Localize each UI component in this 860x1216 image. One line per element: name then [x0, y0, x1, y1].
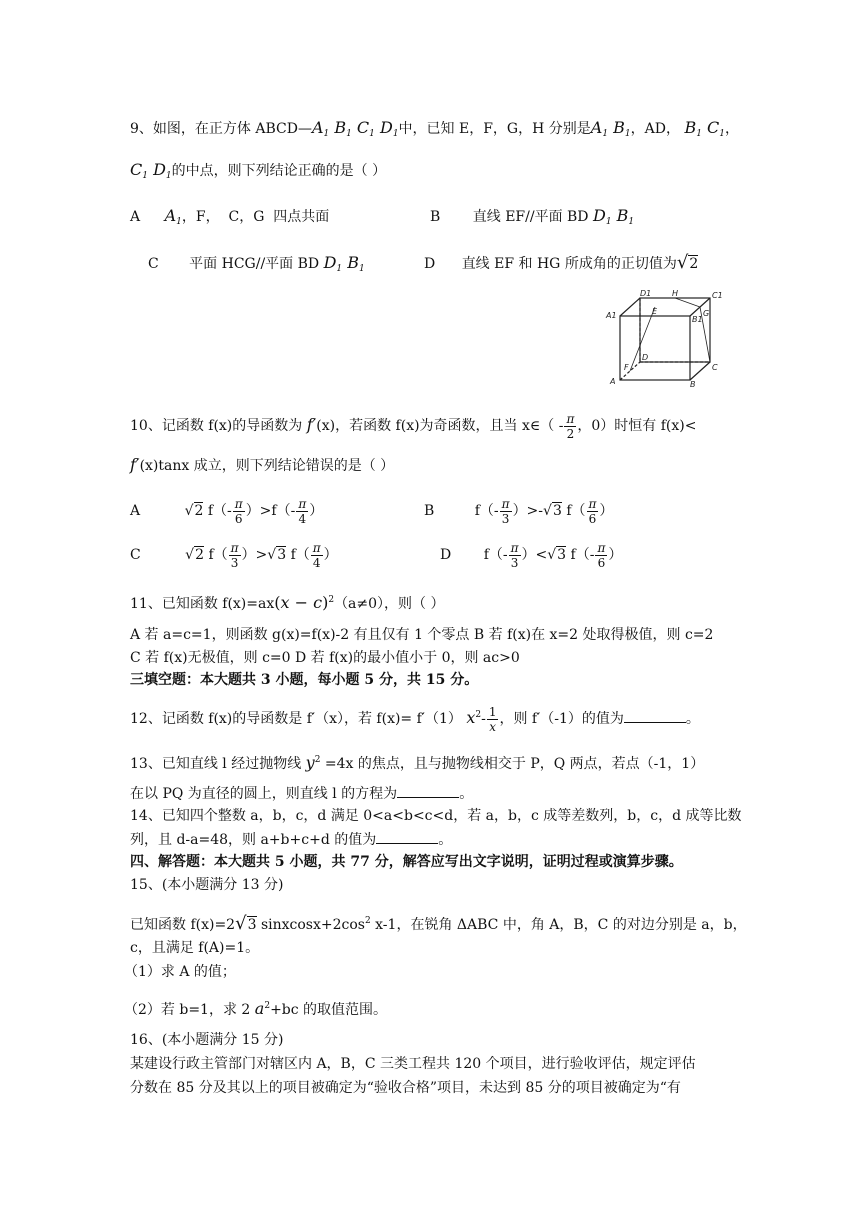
q9-option-c-text: 平面 HCG//平面 BD $D_1$ $B_1$ — [189, 253, 365, 274]
q9-option-d-text: 直线 EF 和 HG 所成角的正切值为 — [461, 256, 677, 272]
q13-line2-text: 在以 PQ 为直径的圆上，则直线 l 的方程为 — [130, 786, 398, 802]
q9-option-b — [430, 206, 634, 232]
q13-answer-blank[interactable] — [397, 783, 459, 798]
q10-line1-b: (x)，若函数 f(x)为奇函数，且当 x∈（ - — [316, 418, 564, 434]
q12-line: 12、记函数 f(x)的导函数是 f′（x），若 f(x)= f′（1） $x^2-$ $\frac{1}{x}$ ，则 f′（-1）的值为 。 — [130, 704, 700, 734]
q10-line1-a: 10、记函数 f(x)的导函数为 — [130, 418, 303, 434]
q15-part2: （2）若 b=1，求 2 $a^2+bc$ 的取值范围。 — [124, 999, 388, 1018]
q9-option-a-letter: A — [130, 209, 141, 225]
q15-line1-c: x-1，在锐角 — [375, 917, 453, 933]
q9-option-d: D 直线 EF 和 HG 所成角的正切值为√2 — [424, 252, 699, 273]
q15-sqrt3: 3 — [247, 917, 257, 933]
q12-text-b: ，则 f′（-1）的值为 — [499, 711, 624, 727]
q15-part1: （1）求 A 的值； — [124, 964, 236, 980]
q12-one-over-x: $\frac{1}{x}$ — [488, 704, 497, 734]
q13-end: 。 — [459, 786, 474, 802]
label-d1: D1 — [640, 289, 652, 298]
q15-line2: c，且满足 f(A)=1。 — [130, 940, 260, 956]
q16-head: 16、(本小题满分 15 分) — [130, 1032, 284, 1048]
q9-option-c-letter: C — [148, 256, 159, 272]
q13-line1-b: =4x 的焦点，且与抛物线相交于 P，Q 两点，若点（-1，1） — [324, 756, 705, 772]
q10-line2-text: (x)tanx 成立，则下列结论错误的是（ ） — [139, 458, 395, 474]
q9-option-b-text: 直线 EF//平面 BD $D_1$ $B_1$ — [472, 206, 635, 227]
q9-line2 — [130, 160, 386, 186]
q10-option-b-letter: B — [424, 503, 435, 519]
q15-line1-d: ABC 中，角 A，B，C 的对边分别是 a，b， — [467, 917, 747, 933]
label-d: D — [642, 353, 649, 362]
label-f: F — [624, 363, 629, 372]
label-b1: B1 — [692, 315, 703, 324]
q9-line1-c: ，AD， — [630, 121, 680, 137]
q10-option-d: D f（- $\frac{\pi}{3}$ ）<√3 f（- $\frac{\pi}{6}$ ） — [440, 540, 623, 570]
q9-b1c1: $B_1$ $C_1$ — [684, 118, 726, 139]
label-c1: C1 — [712, 291, 723, 300]
q9-a1b1: $A_1$ $B_1$ — [590, 118, 631, 139]
q10-option-d-letter: D — [440, 547, 452, 563]
q14-answer-blank[interactable] — [376, 829, 438, 844]
q11-options-ab: A 若 a=c=1，则函数 g(x)=f(x)-2 有且仅有 1 个零点 B 若 f(x)在 x=2 处取得极值，则 c=2 — [130, 627, 714, 643]
q9-option-c — [148, 253, 365, 279]
q9-c1d1: $C_1$ $D_1$ — [130, 160, 172, 181]
q12-text-c: 。 — [685, 711, 700, 727]
q10-option-a: A √2 f（- $\frac{\pi}{6}$ ）>f（- $\frac{\pi}{4}$ ） — [130, 496, 324, 526]
q9-line2-b: 的中点，则下列结论正确的是（ ） — [171, 163, 387, 179]
q10-fprime-2: f′ — [130, 455, 140, 474]
q15-line1-a: 已知函数 f(x)=2 — [130, 917, 236, 933]
q10-pi-over-2: $\frac{\pi}{2}$ — [566, 411, 575, 441]
q14-line1: 14、已知四个整数 a，b，c，d 满足 0<a<b<c<d，若 a，b，c 成等差数列，b，c，d 成等比数 — [130, 808, 742, 824]
q10-line1 — [130, 405, 696, 446]
q11-line1-text: 11、已知函数 f(x)=ax — [130, 596, 275, 612]
q9-option-d-sqrt: 2 — [689, 256, 699, 272]
label-e: E — [652, 307, 658, 316]
q11-options-cd: C 若 f(x)无极值，则 c=0 D 若 f(x)的最小值小于 0，则 ac>0 — [130, 650, 520, 666]
q9-line1: 9、如图，在正方体 $ABCD—A_1$ $B_1$ $C_1$ $D_1$中，已知 E，F，G，H 分别是$A_1$ $B_1$，AD， $B_1$ $C_1$， — [130, 118, 740, 139]
label-b: B — [690, 380, 696, 388]
q14-line2-text: 列，且 d-a=48，则 a+b+c+d 的值为 — [130, 832, 377, 848]
label-h: H — [672, 289, 679, 298]
q12-text-a: 12、记函数 f(x)的导函数是 f′（x），若 f(x)= f′（1） — [130, 711, 462, 727]
label-c: C — [712, 363, 718, 372]
cube-figure — [600, 288, 730, 388]
q16-line1: 某建设行政主管部门对辖区内 A，B，C 三类工程共 120 个项目，进行验收评估，规定评估 — [130, 1056, 696, 1072]
q10-line1-c: ，0）时恒有 f(x)< — [577, 418, 697, 434]
label-a: A — [610, 377, 616, 386]
q9-option-b-letter: B — [430, 209, 441, 225]
q16-line2: 分数在 85 分及其以上的项目被确定为“验收合格”项目，未达到 85 分的项目被确定为“有 — [130, 1080, 681, 1096]
q10-option-a-letter: A — [130, 503, 141, 519]
q9-line1-a: 9、如图，在正方体 ABCD— — [130, 121, 312, 137]
q9-option-a — [130, 206, 329, 232]
q12-answer-blank[interactable] — [624, 708, 686, 723]
q15-line1-b: sinxcosx+2cos — [260, 917, 365, 933]
section-4-title: 四、解答题：本大题共 5 小题，共 77 分，解答应写出文字说明，证明过程或演算步骤。 — [130, 854, 683, 870]
q15-part2-a: （2）若 b=1，求 2 — [124, 1002, 251, 1018]
q11-line1-b: （a≠0），则（ ） — [334, 596, 445, 612]
q10-option-c: C √2 f（ $\frac{\pi}{3}$ ）>√3 f（ $\frac{\pi}{4}$ ） — [130, 540, 338, 570]
q15-head: 15、(本小题满分 13 分) — [130, 877, 284, 893]
q9-option-d-letter: D — [424, 256, 436, 272]
q14-end: 。 — [438, 832, 453, 848]
section-3-title: 三填空题：本大题共 3 小题，每小题 5 分，共 15 分。 — [130, 672, 479, 688]
q10-fprime: f′ — [306, 415, 317, 434]
q13-line1-a: 13、已知直线 l 经过抛物线 — [130, 756, 302, 772]
q15-line1: 已知函数 f(x)=2√3 $sinxcosx+2\cos^2$ x-1，在锐角 ΔABC 中，角 A，B，C 的对边分别是 a，b， — [130, 913, 747, 934]
label-g: G — [703, 309, 710, 318]
q10-line2 — [130, 455, 394, 476]
q13-line2 — [130, 783, 473, 804]
label-a1: A1 — [606, 311, 617, 320]
q9-line1-b: 中，已知 E，F，G，H 分别是 — [398, 121, 591, 137]
q11-line1: 11、已知函数 $f(x)=ax(x - c)^2(a\ne 0)$，则（ ） — [130, 593, 445, 612]
q15-part2-b: +bc 的取值范围。 — [270, 1002, 388, 1018]
q10-option-c-letter: C — [130, 547, 141, 563]
q9-option-a-text: $A_1$，F， C，G 四点共面 — [164, 206, 330, 227]
q9-vertices: $A_1$ $B_1$ $C_1$ $D_1$ — [311, 118, 399, 139]
q14-line2 — [130, 829, 452, 850]
q10-option-b: B f（- $\frac{\pi}{3}$ ）>-√3 f（ $\frac{\pi}{6}$ ） — [424, 496, 614, 526]
q13-line1: 13、已知直线 l 经过抛物线 $y^2 =4x$ 的焦点，且与抛物线相交于 P，Q 两点，若点（-1，1） — [130, 753, 705, 772]
